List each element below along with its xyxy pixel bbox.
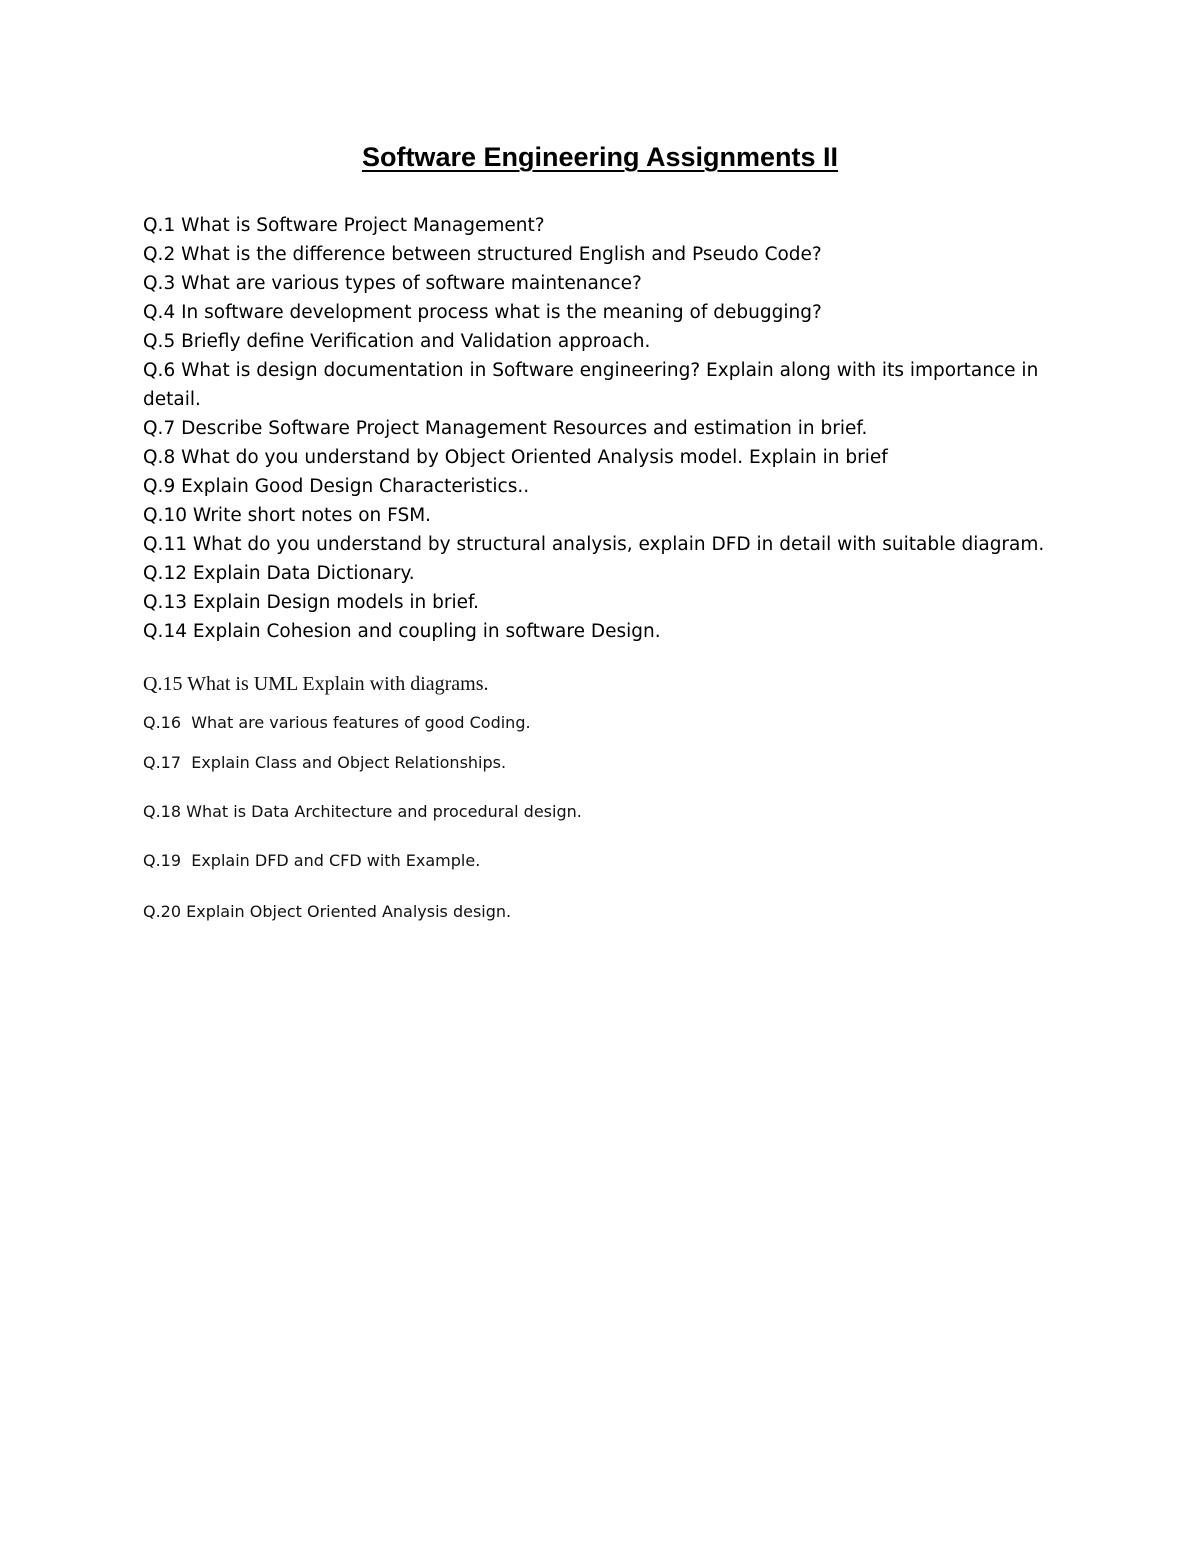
question-item: Q.8 What do you understand by Object Oriented Analysis model. Explain in brief — [143, 447, 888, 468]
question-item: Q.4 In software development process what is the meaning of debugging? — [143, 302, 822, 323]
question-item: Q.19 Explain DFD and CFD with Example. — [143, 851, 481, 870]
question-item: Q.3 What are various types of software maintenance? — [143, 273, 642, 294]
document-title: Software Engineering Assignments II — [361, 142, 839, 172]
question-item: Q.12 Explain Data Dictionary. — [143, 563, 415, 584]
question-item: Q.5 Briefly define Verification and Validation approach. — [143, 331, 651, 352]
question-item: Q.10 Write short notes on FSM. — [143, 505, 432, 526]
question-item: Q.14 Explain Cohesion and coupling in software Design. — [143, 621, 661, 642]
question-item: Q.2 What is the difference between structured English and Pseudo Code? — [143, 244, 822, 265]
question-item: Q.18 What is Data Architecture and procedural design. — [143, 802, 582, 821]
question-item: Q.7 Describe Software Project Management Resources and estimation in brief. — [143, 418, 868, 439]
question-item: Q.6 What is design documentation in Software engineering? Explain along with its importance in detail. — [143, 360, 1039, 410]
question-item: Q.20 Explain Object Oriented Analysis design. — [143, 902, 512, 921]
question-list — [143, 211, 1048, 646]
question-item: Q.15 What is UML Explain with diagrams. — [143, 673, 489, 695]
question-item: Q.11 What do you understand by structural analysis, explain DFD in detail with suitable diagram. — [143, 534, 1045, 555]
question-item: Q.16 What are various features of good Coding. — [143, 713, 531, 732]
question-item: Q.9 Explain Good Design Characteristics.. — [143, 476, 530, 497]
question-item: Q.1 What is Software Project Management? — [143, 215, 545, 236]
question-item: Q.17 Explain Class and Object Relationships. — [143, 753, 507, 772]
question-item: Q.13 Explain Design models in brief. — [143, 592, 480, 613]
